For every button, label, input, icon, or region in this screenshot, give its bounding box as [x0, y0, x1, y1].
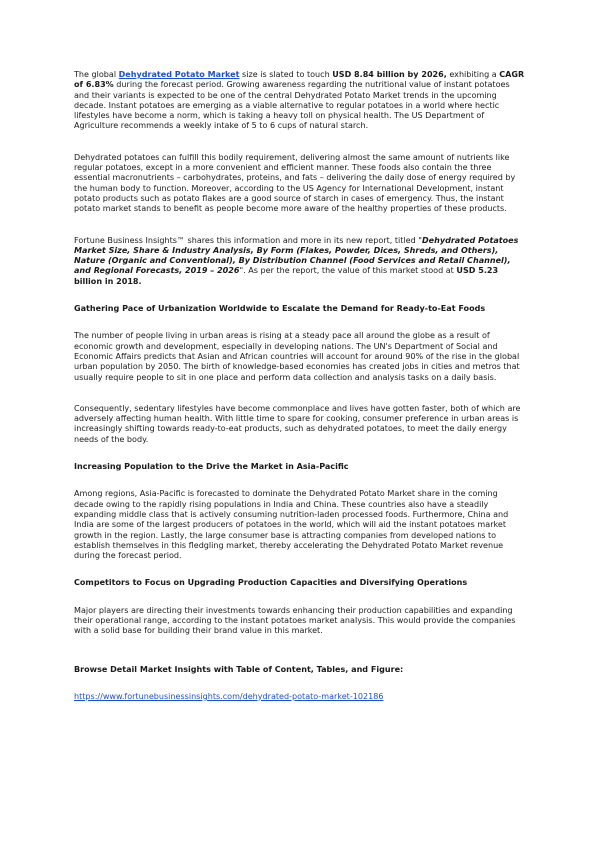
lifestyle-paragraph: Consequently, sedentary lifestyles have become commonplace and lives have gotten faster, both of which are adversely affecting human health. With little time to spare for cooking, consumer preference in urban areas is increasingly shifting towards ready-to-eat products, such as dehydrated potatoes, to meet the daily energy needs of the body.	[74, 403, 521, 444]
urbanization-paragraph: The number of people living in urban areas is rising at a steady pace all around the globe as a result of economic growth and development, especially in developing nations. The UN's Department of Social and Economic Affairs predicts that Asian and African countries will account for around 90% of the rise in the global urban population by 2050. The birth of knowledge-based economies has created jobs in cities and metros that usually require people to sit in one place and perform data collection and analysis tasks on a daily basis.	[74, 331, 520, 382]
market-link[interactable]: Dehydrated Potato Market	[118, 70, 240, 79]
text-span: exhibiting a	[446, 70, 500, 79]
asia-pacific-paragraph: Among regions, Asia-Pacific is forecasted to dominate the Dehydrated Potato Market share in the coming decade owing to the rapidly rising populations in India and China. These countries also have a steadily expanding middle class that is actively consuming nutrition-laden processed foods. Furthermore, China and India are some of the largest producers of potatoes in the world, which will aid the instant potatoes market growth in the region. Lastly, the large consumer base is attracting companies from developed nations to establish themselves in this fledgling market, thereby accelerating the Dehydrated Potato Market revenue during the forecast period.	[74, 489, 509, 561]
intro-paragraph	[74, 70, 526, 132]
nutrition-paragraph: Dehydrated potatoes can fulfill this bodily requirement, delivering almost the same amount of nutrients like regular potatoes, except in a more convenient and efficient manner. These foods also contain the three essential macronutrients – carbohydrates, proteins, and fats – delivering the daily dose of energy required by the human body to function. Moreover, according to the US Agency for International Development, instant potato products such as potato flakes are a good source of starch in cases of emergency. Thus, the instant potato market stands to benefit as people become more aware of the healthy properties of these products.	[74, 152, 516, 214]
competitors-paragraph: Major players are directing their investments towards enhancing their production capabilities and expanding their operational range, according to the instant potatoes market analysis. This would provide the companies with a solid base for building their brand value in this market.	[74, 605, 516, 636]
browse-heading: Browse Detail Market Insights with Table of Content, Tables, and Figure:	[74, 664, 404, 674]
report-paragraph	[74, 236, 526, 287]
urbanization-heading: Gathering Pace of Urbanization Worldwide to Escalate the Demand for Ready-to-Eat Foods	[74, 304, 486, 314]
asia-pacific-heading: Increasing Population to the Drive the Market in Asia-Pacific	[74, 462, 349, 472]
market-size-value: USD 8.84 billion by 2026,	[332, 70, 447, 79]
report-url-link[interactable]: https://www.fortunebusinessinsights.com/dehydrated-potato-market-102186	[74, 691, 384, 701]
base-value: USD 5.23 billion in 2018.	[74, 266, 499, 286]
text-span: The global	[74, 70, 119, 79]
text-span: size is slated to touch	[239, 70, 333, 79]
text-span: during the forecast period. Growing awareness regarding the nutritional value of instant potatoes and their variants is expected to be one of the central Dehydrated Potato Market trends in the upcoming decade. Instant potatoes are emerging as a viable alternative to regular potatoes in a world where hectic lifestyles have become a norm, which is taking a heavy toll on physical health. The US Department of Agriculture recommends a weekly intake of 5 to 6 cups of natural starch.	[74, 80, 510, 131]
text-span: Fortune Business Insights™ shares this information and more in its new report, titled "	[74, 235, 422, 245]
cagr-value: CAGR of 6.83%	[74, 70, 525, 90]
document-page	[74, 70, 526, 702]
competitors-heading: Competitors to Focus on Upgrading Production Capacities and Diversifying Operations	[74, 578, 468, 588]
text-span: ". As per the report, the value of this market stood at	[239, 266, 457, 276]
report-title: Dehydrated Potatoes Market Size, Share & Industry Analysis, By Form (Flakes, Powder, Dices, Shreds, and Others), Nature (Organic and Conventional), By Distribution Channel (Food Services and Retail Channel), and Regional Forecasts, 2019 – 2026	[74, 235, 519, 276]
